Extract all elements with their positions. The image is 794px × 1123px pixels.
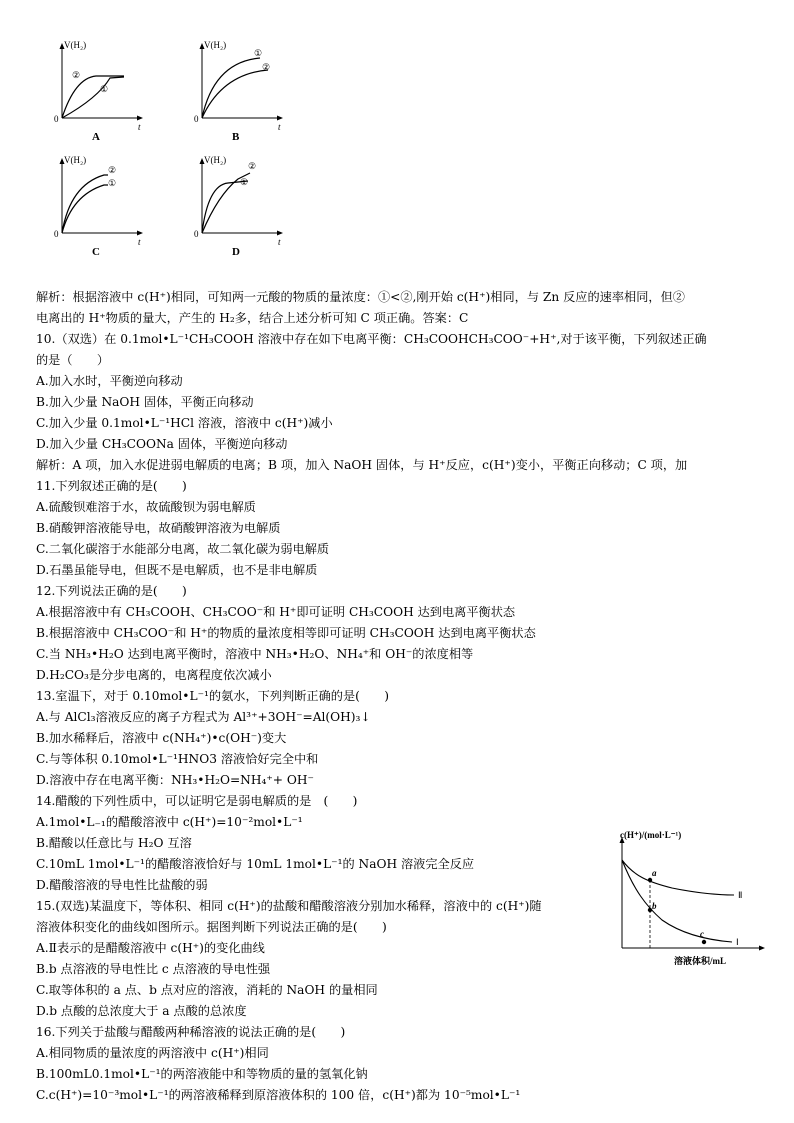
graph-b [188,40,298,145]
graph-c-curve-2-label: ② [108,165,117,175]
question-12-option-c[interactable]: C.当 NH₃•H₂O 达到电离平衡时，溶液中 NH₃•H₂O、NH₄⁺和 OH⁻的浓度相等 [36,647,474,661]
question-11-option-d[interactable]: D.石墨虽能导电，但既不是电解质，也不是非电解质 [36,563,318,577]
point-b-label: b [652,901,657,911]
question-10-stem-cont: 的是（ ） [36,353,110,367]
graph-c-origin: 0 [54,229,59,239]
graph-b-curve-1-label: ① [254,48,263,58]
question-15-stem-cont: 溶液体积变化的曲线如图所示。据图判断下列说法正确的是( ) [36,920,387,934]
question-13-option-b[interactable]: B.加水稀释后，溶液中 c(NH₄⁺)•c(OH⁻)变大 [36,731,287,745]
question-16-option-c[interactable]: C.c(H⁺)=10⁻³mol•L⁻¹的两溶液稀释到原溶液体积的 100 倍，c(H⁺)都为 10⁻⁵mol•L⁻¹ [36,1088,521,1102]
graph-c [48,155,158,260]
question-13-option-d[interactable]: D.溶液中存在电离平衡：NH₃•H₂O=NH₄⁺+ OH⁻ [36,773,314,787]
question-11-stem: 11.下列叙述正确的是( ) [36,479,187,493]
question-14-option-d[interactable]: D.醋酸溶液的导电性比盐酸的弱 [36,878,208,892]
graph-b-curve-2-label: ② [262,62,271,72]
graph-a-title: A [92,131,100,143]
question-12-option-a[interactable]: A.根据溶液中有 CH₃COOH、CH₃COO⁻和 H⁺即可证明 CH₃COOH 达到电离平衡状态 [36,605,516,619]
graph-d-origin: 0 [194,229,199,239]
question-11-option-b[interactable]: B.硝酸钾溶液能导电，故硝酸钾溶液为电解质 [36,521,281,535]
question-15-option-a[interactable]: A.Ⅱ表示的是醋酸溶液中 c(H⁺)的变化曲线 [36,941,265,955]
analysis-line-1: 解析：根据溶液中 c(H⁺)相同，可知两一元酸的物质的量浓度：①<②,刚开始 c(H⁺)相同，与 Zn 反应的速率相同，但② [36,290,685,304]
question-15-chart [612,830,772,975]
graph-d-title: D [232,246,240,258]
graph-a-origin: 0 [54,114,59,124]
question-13-stem: 13.室温下，对于 0.10mol•L⁻¹的氨水，下列判断正确的是( ) [36,689,390,703]
graph-a [48,40,158,145]
question-14-stem: 14.醋酸的下列性质中，可以证明它是弱电解质的是 ( ) [36,794,358,808]
graph-a-xlabel: t [138,122,141,132]
graph-c-curve-1-label: ① [108,178,117,188]
graph-b-origin: 0 [194,114,199,124]
question-14-option-b[interactable]: B.醋酸以任意比与 H₂O 互溶 [36,836,192,850]
question-10-option-b[interactable]: B.加入少量 NaOH 固体，平衡正向移动 [36,395,254,409]
question-10-option-c[interactable]: C.加入少量 0.1mol•L⁻¹HCl 溶液，溶液中 c(H⁺)减小 [36,416,333,430]
series-2-curve [622,860,734,895]
question-15-option-b[interactable]: B.b 点溶液的导电性比 c 点溶液的导电性强 [36,962,271,976]
chart15-ylabel: c(H⁺)/(mol·L⁻¹) [620,830,682,840]
graph-d [188,155,298,260]
question-15-stem: 15.(双选)某温度下，等体积、相同 c(H⁺)的盐酸和醋酸溶液分别加水稀释，溶液中的 c(H⁺)随 [36,899,542,913]
point-a-label: a [652,868,657,878]
chart15-xlabel: 溶液体积/mL [674,956,727,966]
question-11-option-c[interactable]: C.二氧化碳溶于水能部分电离，故二氧化碳为弱电解质 [36,542,330,556]
question-15-option-d[interactable]: D.b 点酸的总浓度大于 a 点酸的总浓度 [36,1004,247,1018]
series-1-label: Ⅰ [736,937,739,947]
question-16-option-a[interactable]: A.相同物质的量浓度的两溶液中 c(H⁺)相同 [36,1046,269,1060]
graph-d-xlabel: t [278,237,281,247]
question-11-option-a[interactable]: A.硫酸钡难溶于水，故硫酸钡为弱电解质 [36,500,256,514]
question-13-option-a[interactable]: A.与 AlCl₃溶液反应的离子方程式为 Al³⁺+3OH⁻=Al(OH)₃↓ [36,710,371,724]
question-10-analysis: 解析：A 项，加入水促进弱电解质的电离；B 项，加入 NaOH 固体，与 H⁺反应，c(H⁺)变小，平衡正向移动；C 项，加 [36,458,688,472]
graph-a-curve-1-label: ① [100,84,109,94]
graph-d-curve-2-label: ② [248,161,257,171]
question-12-stem: 12.下列说法正确的是( ) [36,584,187,598]
point-c-label: c [700,929,704,939]
graph-b-ylabel: V(H₂) [204,40,227,50]
question-10-option-a[interactable]: A.加入水时，平衡逆向移动 [36,374,183,388]
graph-b-title: B [232,131,240,143]
graph-a-ylabel: V(H₂) [64,40,87,50]
question-13-option-c[interactable]: C.与等体积 0.10mol•L⁻¹HNO3 溶液恰好完全中和 [36,752,319,766]
graph-b-xlabel: t [278,122,281,132]
question-text [36,287,764,1106]
analysis-line-2: 电离出的 H⁺物质的量大，产生的 H₂多，结合上述分析可知 C 项正确。答案：C [36,311,469,325]
point-c-marker [702,940,706,944]
question-10-option-d[interactable]: D.加入少量 CH₃COONa 固体，平衡逆向移动 [36,437,288,451]
graph-a-curve-2-label: ② [72,70,81,80]
graph-c-xlabel: t [138,237,141,247]
question-16-stem: 16.下列关于盐酸与醋酸两种稀溶液的说法正确的是( ) [36,1025,346,1039]
series-2-label: Ⅱ [738,890,743,900]
graph-c-ylabel: V(H₂) [64,155,87,165]
question-14-option-c[interactable]: C.10mL 1mol•L⁻¹的醋酸溶液恰好与 10mL 1mol•L⁻¹的 NaOH 溶液完全反应 [36,857,475,871]
graph-c-title: C [92,246,100,258]
series-1-curve [622,860,732,942]
graph-d-ylabel: V(H₂) [204,155,227,165]
question-12-option-b[interactable]: B.根据溶液中 CH₃COO⁻和 H⁺的物质的量浓度相等即可证明 CH₃COOH 达到电离平衡状态 [36,626,536,640]
graph-d-curve-1-label: ① [240,177,249,187]
point-a-marker [648,878,652,882]
question-16-option-b[interactable]: B.100mL0.1mol•L⁻¹的两溶液能中和等物质的量的氢氧化钠 [36,1067,368,1081]
question-15-option-c[interactable]: C.取等体积的 a 点、b 点对应的溶液，消耗的 NaOH 的量相同 [36,983,378,997]
question-14-option-a[interactable]: A.1mol•L₋₁的醋酸溶液中 c(H⁺)=10⁻²mol•L⁻¹ [36,815,303,829]
question-12-option-d[interactable]: D.H₂CO₃是分步电离的，电离程度依次减小 [36,668,272,682]
question-10-stem: 10.（双选）在 0.1mol•L⁻¹CH₃COOH 溶液中存在如下电离平衡：CH₃COOHCH₃COO⁻+H⁺,对于该平衡，下列叙述正确 [36,332,707,346]
